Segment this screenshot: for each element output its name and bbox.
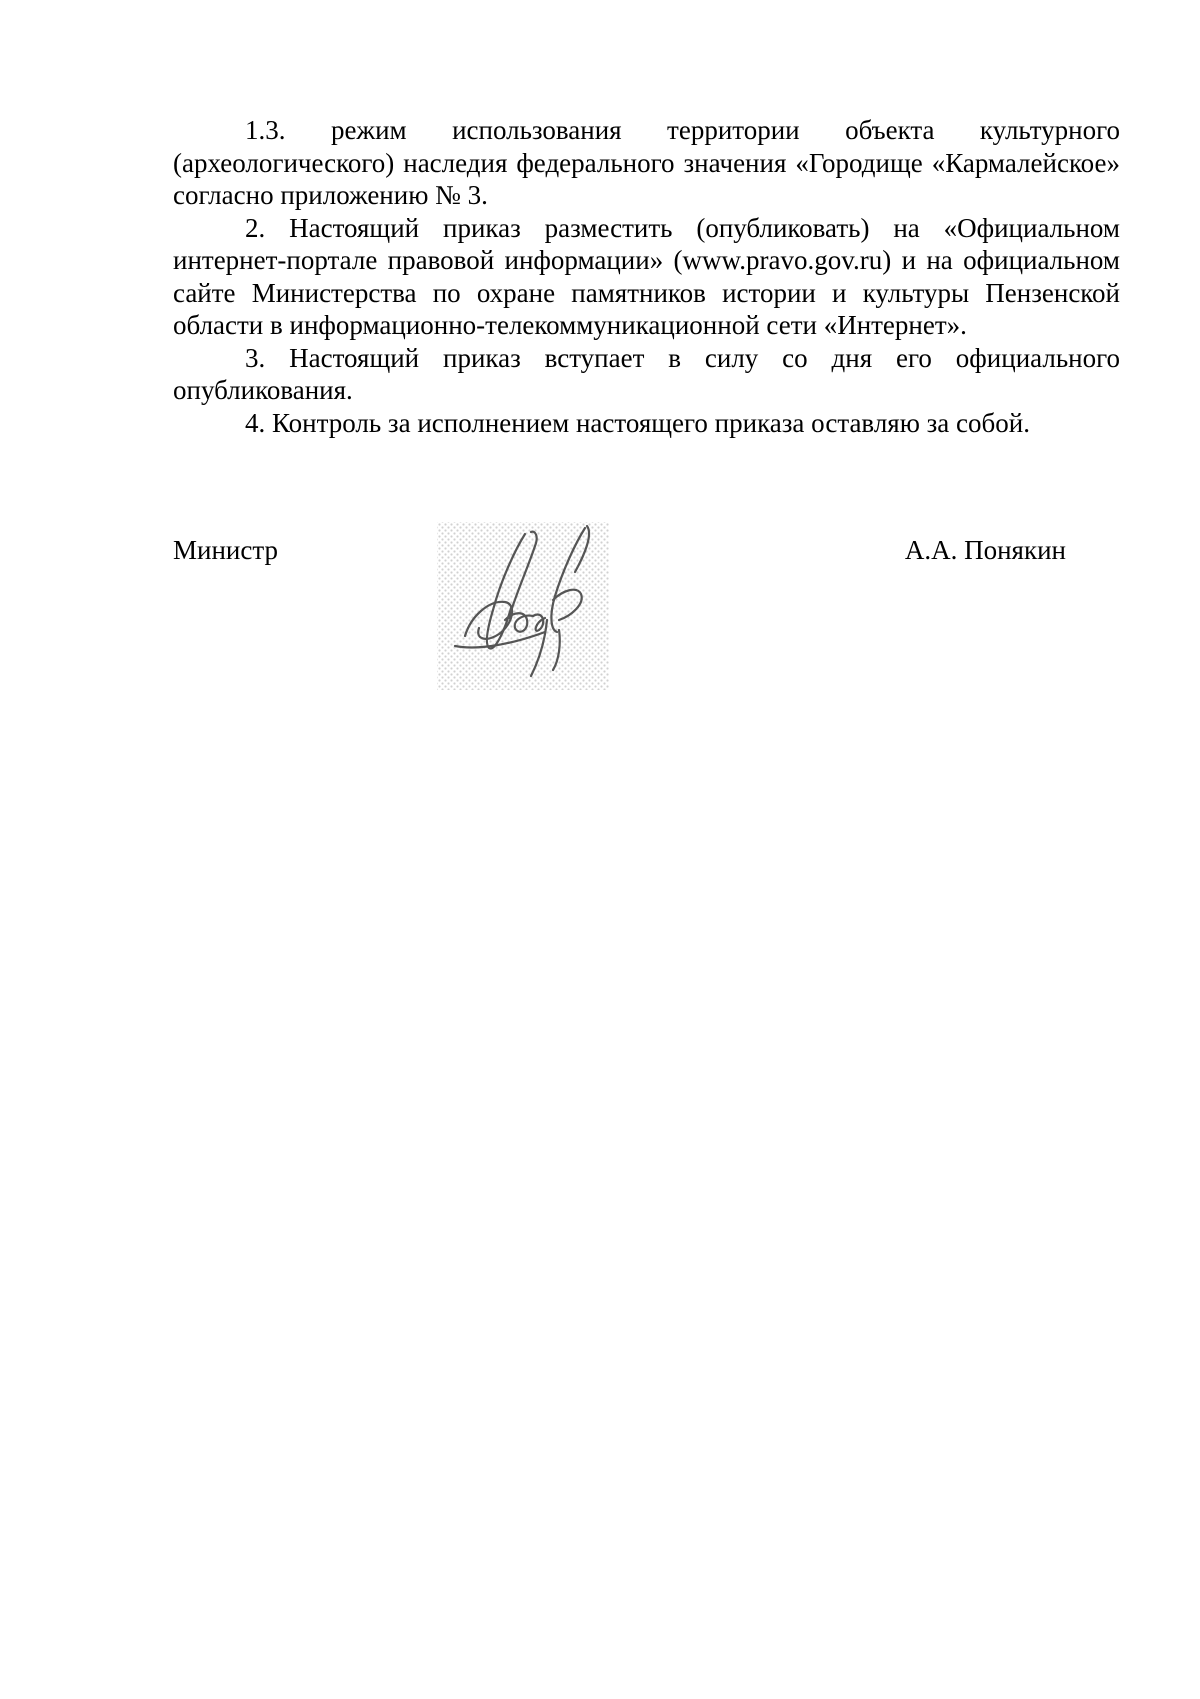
- signature-block: [173, 520, 1120, 700]
- paragraph-1-3: 1.3. режим использования территории объекта культурного (археологического) наследия федерального значения «Городище «Кармалейское» согласно приложению № 3.: [173, 115, 1120, 210]
- paragraph-2: 2. Настоящий приказ разместить (опубликовать) на «Официальном интернет-портале правовой информации» (www.pravo.gov.ru) и на официальном сайте Министерства по охране памятников истории и культуры Пензенской области в информационно-телекоммуникационной сети «Интернет».: [173, 212, 1120, 340]
- paragraph-3: 3. Настоящий приказ вступает в силу со дня его официального опубликования.: [173, 342, 1120, 405]
- signatory-name: А.А. Понякин: [904, 535, 1066, 565]
- paragraph-4: 4. Контроль за исполнением настоящего приказа оставляю за собой.: [245, 407, 1030, 438]
- signatory-title: Министр: [173, 535, 278, 565]
- handwritten-signature-icon: [435, 520, 611, 692]
- document-body: [173, 114, 1120, 439]
